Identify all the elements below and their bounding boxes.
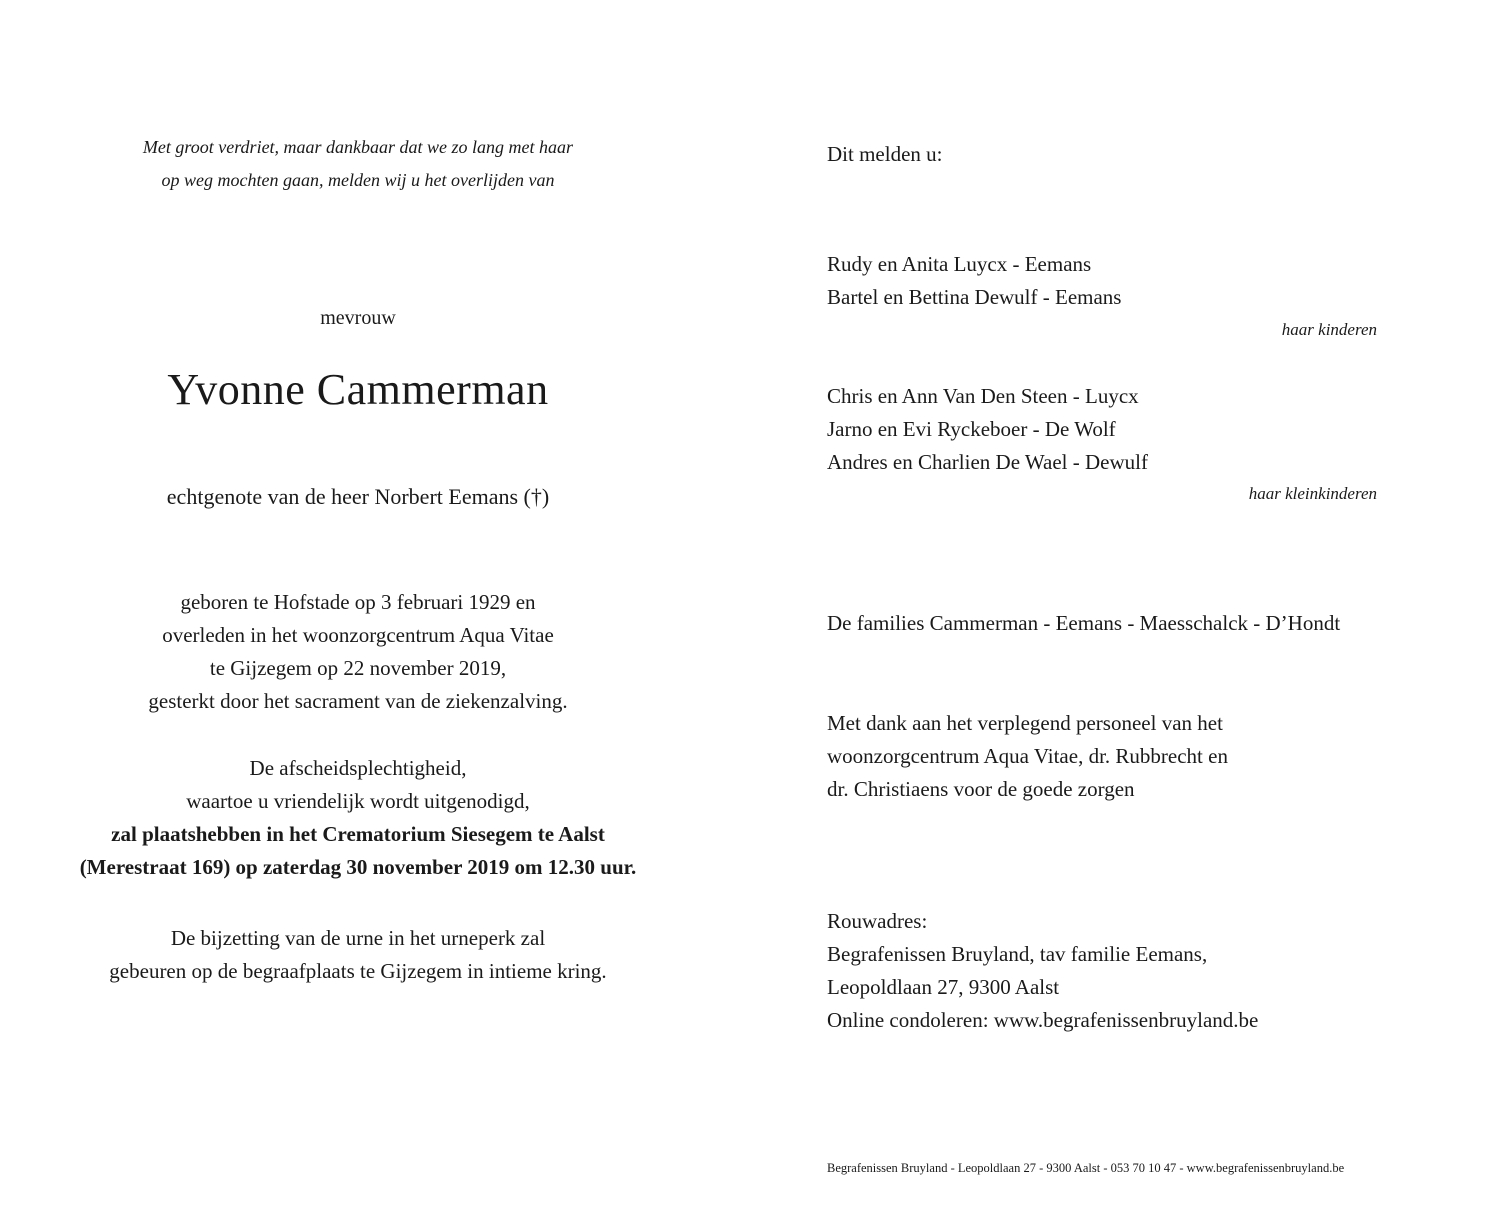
grandchildren-list bbox=[827, 380, 1148, 479]
intro-line: Met groot verdriet, maar dankbaar dat we zo lang met haar bbox=[142, 137, 574, 157]
thanks-line: Met dank aan het verplegend personeel van het bbox=[827, 711, 1223, 735]
ceremony-date-time: (Merestraat 169) op zaterdag 30 november 2019 om 12.30 uur. bbox=[79, 855, 637, 879]
grandchildren-role: haar kleinkinderen bbox=[1248, 484, 1377, 503]
thanks-block bbox=[827, 707, 1228, 806]
deceased-name: Yvonne Cammerman bbox=[167, 365, 549, 414]
birth-death-line: overleden in het woonzorgcentrum Aqua Vitae bbox=[162, 623, 554, 647]
address-heading: Rouwadres: bbox=[827, 909, 928, 933]
burial-line: De bijzetting van de urne in het urneperk zal bbox=[170, 926, 546, 950]
families-line: De families Cammerman - Eemans - Maesschalck - D’Hondt bbox=[827, 611, 1341, 635]
address-line: Online condoleren: www.begrafenissenbruyland.be bbox=[827, 1008, 1259, 1032]
burial-line: gebeuren op de begraafplaats te Gijzegem in intieme kring. bbox=[109, 959, 607, 983]
address-block bbox=[827, 905, 1258, 1037]
children-role: haar kinderen bbox=[1281, 320, 1377, 339]
address-line: Begrafenissen Bruyland, tav familie Eemans, bbox=[827, 942, 1208, 966]
announcers-heading: Dit melden u: bbox=[827, 142, 943, 166]
ceremony-line: De afscheidsplechtigheid, bbox=[249, 756, 467, 780]
family-member: Rudy en Anita Luycx - Eemans bbox=[827, 252, 1092, 276]
family-member: Chris en Ann Van Den Steen - Luycx bbox=[827, 384, 1139, 408]
intro-line: op weg mochten gaan, melden wij u het overlijden van bbox=[161, 170, 555, 190]
ceremony-block bbox=[58, 752, 658, 884]
thanks-line: woonzorgcentrum Aqua Vitae, dr. Rubbrecht en bbox=[827, 744, 1228, 768]
birth-death-line: te Gijzegem op 22 november 2019, bbox=[209, 656, 507, 680]
ceremony-location: zal plaatshebben in het Crematorium Siesegem te Aalst bbox=[111, 822, 605, 846]
children-list bbox=[827, 248, 1121, 314]
deceased-title: mevrouw bbox=[320, 307, 396, 329]
family-member: Andres en Charlien De Wael - Dewulf bbox=[827, 450, 1148, 474]
burial-block bbox=[58, 922, 658, 988]
address-line: Leopoldlaan 27, 9300 Aalst bbox=[827, 975, 1060, 999]
thanks-line: dr. Christiaens voor de goede zorgen bbox=[827, 777, 1135, 801]
birth-death-block bbox=[58, 586, 658, 718]
birth-death-line: gesterkt door het sacrament van de ziekenzalving. bbox=[148, 689, 568, 713]
spouse-line: echtgenote van de heer Norbert Eemans (†) bbox=[166, 484, 550, 509]
family-member: Bartel en Bettina Dewulf - Eemans bbox=[827, 285, 1122, 309]
birth-death-line: geboren te Hofstade op 3 februari 1929 en bbox=[180, 590, 536, 614]
intro-text bbox=[58, 131, 658, 197]
ceremony-line: waartoe u vriendelijk wordt uitgenodigd, bbox=[186, 789, 530, 813]
footer-contact: Begrafenissen Bruyland - Leopoldlaan 27 - 9300 Aalst - 053 70 10 47 - www.begrafenissenbruyland.be bbox=[827, 1161, 1345, 1175]
family-member: Jarno en Evi Ryckeboer - De Wolf bbox=[827, 417, 1116, 441]
